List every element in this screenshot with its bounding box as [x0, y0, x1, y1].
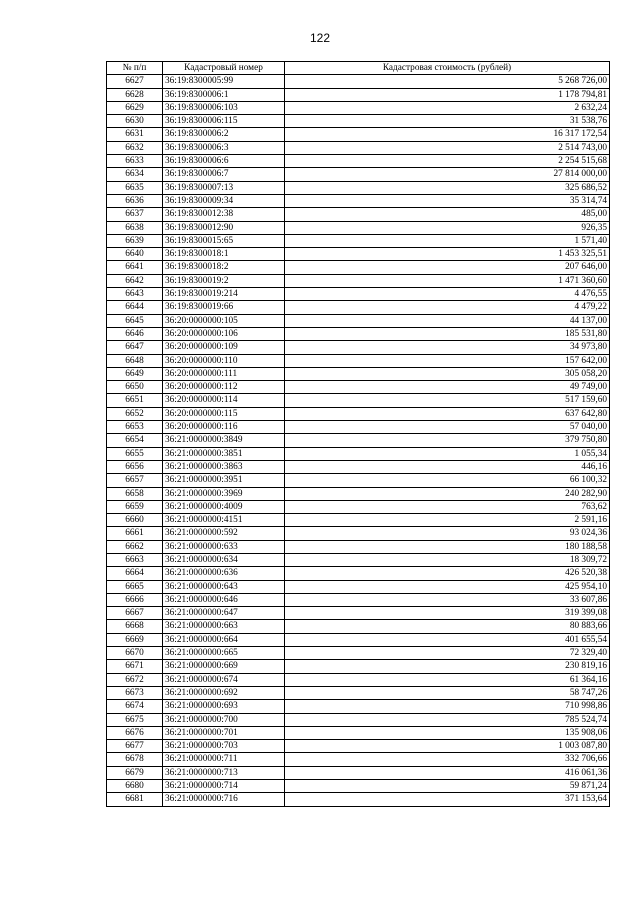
- page-number: 122: [309, 31, 331, 45]
- cadastral-value-cell: 185 531,80: [285, 327, 610, 340]
- cadastral-value-cell: 371 153,64: [285, 793, 610, 806]
- table-row: [107, 221, 610, 234]
- cadastral-number-cell: 36:21:0000000:592: [163, 527, 285, 540]
- table-row: [107, 487, 610, 500]
- cadastral-number-cell: 36:19:8300015:65: [163, 234, 285, 247]
- row-number-cell: 6631: [107, 128, 163, 141]
- table-row: [107, 500, 610, 513]
- table-row: [107, 766, 610, 779]
- cadastral-value-cell: 4 476,55: [285, 288, 610, 301]
- row-number-cell: 6667: [107, 607, 163, 620]
- table-row: [107, 447, 610, 460]
- table-row: [107, 460, 610, 473]
- cadastral-value-cell: 31 538,76: [285, 115, 610, 128]
- row-number-cell: 6656: [107, 460, 163, 473]
- cadastral-number-cell: 36:19:8300006:1: [163, 88, 285, 101]
- cadastral-number-cell: 36:21:0000000:4009: [163, 500, 285, 513]
- row-number-cell: 6638: [107, 221, 163, 234]
- table-row: [107, 660, 610, 673]
- row-number-cell: 6651: [107, 394, 163, 407]
- cadastral-value-cell: 5 268 726,00: [285, 75, 610, 88]
- cadastral-number-cell: 36:19:8300006:7: [163, 168, 285, 181]
- table-row: [107, 354, 610, 367]
- table-row: [107, 553, 610, 566]
- table-row: [107, 540, 610, 553]
- table-row: [107, 514, 610, 527]
- cadastral-number-cell: 36:19:8300005:99: [163, 75, 285, 88]
- cadastral-number-cell: 36:21:0000000:643: [163, 580, 285, 593]
- cadastral-value-cell: 2 591,16: [285, 514, 610, 527]
- cadastral-value-cell: 180 188,58: [285, 540, 610, 553]
- cadastral-value-cell: 637 642,80: [285, 407, 610, 420]
- row-number-cell: 6648: [107, 354, 163, 367]
- table-row: [107, 421, 610, 434]
- cadastral-value-cell: 325 686,52: [285, 181, 610, 194]
- cadastral-value-cell: 485,00: [285, 208, 610, 221]
- cadastral-value-table: [106, 61, 610, 807]
- cadastral-value-cell: 1 453 325,51: [285, 248, 610, 261]
- cadastral-value-cell: 785 524,74: [285, 713, 610, 726]
- header-cadastral-number: Кадастровый номер: [163, 62, 285, 75]
- table-row: [107, 288, 610, 301]
- table-row: [107, 181, 610, 194]
- row-number-cell: 6653: [107, 421, 163, 434]
- cadastral-number-cell: 36:21:0000000:701: [163, 726, 285, 739]
- row-number-cell: 6670: [107, 647, 163, 660]
- row-number-cell: 6675: [107, 713, 163, 726]
- header-row-number: № п/п: [107, 62, 163, 75]
- cadastral-number-cell: 36:20:0000000:106: [163, 327, 285, 340]
- cadastral-number-cell: 36:21:0000000:3851: [163, 447, 285, 460]
- cadastral-value-cell: 426 520,38: [285, 567, 610, 580]
- cadastral-number-cell: 36:20:0000000:111: [163, 367, 285, 380]
- cadastral-number-cell: 36:21:0000000:633: [163, 540, 285, 553]
- table-row: [107, 620, 610, 633]
- cadastral-value-cell: 57 040,00: [285, 421, 610, 434]
- cadastral-number-cell: 36:21:0000000:713: [163, 766, 285, 779]
- table-row: [107, 341, 610, 354]
- cadastral-value-cell: 332 706,66: [285, 753, 610, 766]
- table-row: [107, 474, 610, 487]
- table-row: [107, 115, 610, 128]
- cadastral-number-cell: 36:19:8300019:214: [163, 288, 285, 301]
- cadastral-value-cell: 157 642,00: [285, 354, 610, 367]
- table-row: [107, 700, 610, 713]
- row-number-cell: 6660: [107, 514, 163, 527]
- cadastral-number-cell: 36:21:0000000:700: [163, 713, 285, 726]
- table-row: [107, 434, 610, 447]
- row-number-cell: 6671: [107, 660, 163, 673]
- row-number-cell: 6655: [107, 447, 163, 460]
- cadastral-number-cell: 36:21:0000000:3849: [163, 434, 285, 447]
- cadastral-number-cell: 36:20:0000000:105: [163, 314, 285, 327]
- row-number-cell: 6666: [107, 593, 163, 606]
- table-row: [107, 367, 610, 380]
- cadastral-number-cell: 36:19:8300006:2: [163, 128, 285, 141]
- row-number-cell: 6674: [107, 700, 163, 713]
- row-number-cell: 6654: [107, 434, 163, 447]
- cadastral-value-cell: 27 814 000,00: [285, 168, 610, 181]
- cadastral-number-cell: 36:21:0000000:692: [163, 686, 285, 699]
- table-row: [107, 780, 610, 793]
- row-number-cell: 6642: [107, 274, 163, 287]
- cadastral-value-cell: 763,62: [285, 500, 610, 513]
- row-number-cell: 6681: [107, 793, 163, 806]
- row-number-cell: 6632: [107, 141, 163, 154]
- cadastral-number-cell: 36:21:0000000:3863: [163, 460, 285, 473]
- cadastral-number-cell: 36:21:0000000:3951: [163, 474, 285, 487]
- table-row: [107, 208, 610, 221]
- table-header-row: [107, 62, 610, 75]
- row-number-cell: 6629: [107, 101, 163, 114]
- cadastral-value-cell: 44 137,00: [285, 314, 610, 327]
- table-row: [107, 314, 610, 327]
- cadastral-number-cell: 36:19:8300019:2: [163, 274, 285, 287]
- row-number-cell: 6677: [107, 740, 163, 753]
- row-number-cell: 6630: [107, 115, 163, 128]
- cadastral-number-cell: 36:19:8300018:2: [163, 261, 285, 274]
- row-number-cell: 6663: [107, 553, 163, 566]
- cadastral-value-cell: 4 479,22: [285, 301, 610, 314]
- row-number-cell: 6658: [107, 487, 163, 500]
- cadastral-number-cell: 36:21:0000000:669: [163, 660, 285, 673]
- cadastral-value-cell: 93 024,36: [285, 527, 610, 540]
- row-number-cell: 6639: [107, 234, 163, 247]
- row-number-cell: 6680: [107, 780, 163, 793]
- cadastral-value-cell: 401 655,54: [285, 633, 610, 646]
- row-number-cell: 6662: [107, 540, 163, 553]
- cadastral-value-cell: 1 471 360,60: [285, 274, 610, 287]
- row-number-cell: 6679: [107, 766, 163, 779]
- cadastral-value-cell: 35 314,74: [285, 194, 610, 207]
- cadastral-value-cell: 1 055,34: [285, 447, 610, 460]
- row-number-cell: 6659: [107, 500, 163, 513]
- cadastral-value-cell: 207 646,00: [285, 261, 610, 274]
- cadastral-value-cell: 425 954,10: [285, 580, 610, 593]
- table-row: [107, 261, 610, 274]
- row-number-cell: 6640: [107, 248, 163, 261]
- row-number-cell: 6669: [107, 633, 163, 646]
- cadastral-value-cell: 72 329,40: [285, 647, 610, 660]
- cadastral-value-cell: 58 747,26: [285, 686, 610, 699]
- cadastral-value-cell: 49 749,00: [285, 381, 610, 394]
- cadastral-value-cell: 305 058,20: [285, 367, 610, 380]
- cadastral-number-cell: 36:19:8300019:66: [163, 301, 285, 314]
- cadastral-number-cell: 36:21:0000000:693: [163, 700, 285, 713]
- table-row: [107, 248, 610, 261]
- cadastral-number-cell: 36:21:0000000:703: [163, 740, 285, 753]
- cadastral-number-cell: 36:19:8300012:38: [163, 208, 285, 221]
- cadastral-value-cell: 319 399,08: [285, 607, 610, 620]
- table-row: [107, 633, 610, 646]
- cadastral-number-cell: 36:19:8300006:103: [163, 101, 285, 114]
- cadastral-value-cell: 230 819,16: [285, 660, 610, 673]
- cadastral-value-cell: 1 571,40: [285, 234, 610, 247]
- row-number-cell: 6635: [107, 181, 163, 194]
- row-number-cell: 6664: [107, 567, 163, 580]
- table-row: [107, 607, 610, 620]
- table-row: [107, 75, 610, 88]
- cadastral-value-cell: 59 871,24: [285, 780, 610, 793]
- table-row: [107, 527, 610, 540]
- row-number-cell: 6676: [107, 726, 163, 739]
- table-row: [107, 580, 610, 593]
- cadastral-number-cell: 36:20:0000000:109: [163, 341, 285, 354]
- cadastral-number-cell: 36:21:0000000:665: [163, 647, 285, 660]
- row-number-cell: 6647: [107, 341, 163, 354]
- row-number-cell: 6678: [107, 753, 163, 766]
- table-row: [107, 740, 610, 753]
- row-number-cell: 6637: [107, 208, 163, 221]
- table-row: [107, 141, 610, 154]
- cadastral-value-cell: 240 282,90: [285, 487, 610, 500]
- cadastral-number-cell: 36:20:0000000:116: [163, 421, 285, 434]
- cadastral-value-cell: 80 883,66: [285, 620, 610, 633]
- cadastral-value-cell: 34 973,80: [285, 341, 610, 354]
- cadastral-value-cell: 1 178 794,81: [285, 88, 610, 101]
- table-row: [107, 327, 610, 340]
- cadastral-value-cell: 379 750,80: [285, 434, 610, 447]
- cadastral-value-cell: 16 317 172,54: [285, 128, 610, 141]
- cadastral-value-cell: 710 998,86: [285, 700, 610, 713]
- cadastral-number-cell: 36:19:8300018:1: [163, 248, 285, 261]
- cadastral-number-cell: 36:19:8300009:34: [163, 194, 285, 207]
- cadastral-number-cell: 36:21:0000000:3969: [163, 487, 285, 500]
- cadastral-number-cell: 36:19:8300006:3: [163, 141, 285, 154]
- cadastral-number-cell: 36:21:0000000:647: [163, 607, 285, 620]
- cadastral-value-cell: 2 632,24: [285, 101, 610, 114]
- cadastral-number-cell: 36:21:0000000:663: [163, 620, 285, 633]
- table-row: [107, 128, 610, 141]
- table-body: [107, 75, 610, 806]
- cadastral-value-cell: 2 514 743,00: [285, 141, 610, 154]
- table-row: [107, 168, 610, 181]
- row-number-cell: 6668: [107, 620, 163, 633]
- table-row: [107, 301, 610, 314]
- table-row: [107, 647, 610, 660]
- header-cadastral-value: Кадастровая стоимость (рублей): [285, 62, 610, 75]
- row-number-cell: 6628: [107, 88, 163, 101]
- cadastral-number-cell: 36:21:0000000:636: [163, 567, 285, 580]
- table-row: [107, 407, 610, 420]
- table-row: [107, 726, 610, 739]
- cadastral-number-cell: 36:19:8300007:13: [163, 181, 285, 194]
- cadastral-value-cell: 135 908,06: [285, 726, 610, 739]
- row-number-cell: 6636: [107, 194, 163, 207]
- cadastral-number-cell: 36:19:8300006:115: [163, 115, 285, 128]
- table-row: [107, 88, 610, 101]
- row-number-cell: 6672: [107, 673, 163, 686]
- table-row: [107, 274, 610, 287]
- row-number-cell: 6665: [107, 580, 163, 593]
- cadastral-number-cell: 36:19:8300012:90: [163, 221, 285, 234]
- table-row: [107, 381, 610, 394]
- cadastral-value-cell: 66 100,32: [285, 474, 610, 487]
- row-number-cell: 6627: [107, 75, 163, 88]
- row-number-cell: 6633: [107, 155, 163, 168]
- table-row: [107, 793, 610, 806]
- table-row: [107, 194, 610, 207]
- cadastral-value-cell: 926,35: [285, 221, 610, 234]
- table-row: [107, 686, 610, 699]
- cadastral-value-cell: 33 607,86: [285, 593, 610, 606]
- cadastral-value-cell: 446,16: [285, 460, 610, 473]
- cadastral-number-cell: 36:21:0000000:716: [163, 793, 285, 806]
- table-row: [107, 673, 610, 686]
- row-number-cell: 6641: [107, 261, 163, 274]
- row-number-cell: 6645: [107, 314, 163, 327]
- table-row: [107, 155, 610, 168]
- cadastral-value-cell: 2 254 515,68: [285, 155, 610, 168]
- cadastral-value-cell: 416 061,36: [285, 766, 610, 779]
- table-row: [107, 394, 610, 407]
- row-number-cell: 6650: [107, 381, 163, 394]
- cadastral-number-cell: 36:19:8300006:6: [163, 155, 285, 168]
- cadastral-number-cell: 36:21:0000000:4151: [163, 514, 285, 527]
- table-row: [107, 101, 610, 114]
- cadastral-number-cell: 36:21:0000000:646: [163, 593, 285, 606]
- cadastral-value-cell: 61 364,16: [285, 673, 610, 686]
- table-row: [107, 753, 610, 766]
- row-number-cell: 6657: [107, 474, 163, 487]
- row-number-cell: 6661: [107, 527, 163, 540]
- row-number-cell: 6643: [107, 288, 163, 301]
- cadastral-number-cell: 36:21:0000000:634: [163, 553, 285, 566]
- cadastral-number-cell: 36:20:0000000:115: [163, 407, 285, 420]
- cadastral-number-cell: 36:21:0000000:664: [163, 633, 285, 646]
- cadastral-number-cell: 36:20:0000000:110: [163, 354, 285, 367]
- cadastral-number-cell: 36:20:0000000:112: [163, 381, 285, 394]
- table-row: [107, 567, 610, 580]
- cadastral-number-cell: 36:20:0000000:114: [163, 394, 285, 407]
- row-number-cell: 6644: [107, 301, 163, 314]
- row-number-cell: 6649: [107, 367, 163, 380]
- table-row: [107, 234, 610, 247]
- cadastral-value-cell: 517 159,60: [285, 394, 610, 407]
- row-number-cell: 6673: [107, 686, 163, 699]
- row-number-cell: 6652: [107, 407, 163, 420]
- table-row: [107, 593, 610, 606]
- cadastral-number-cell: 36:21:0000000:714: [163, 780, 285, 793]
- cadastral-number-cell: 36:21:0000000:674: [163, 673, 285, 686]
- cadastral-value-cell: 18 309,72: [285, 553, 610, 566]
- cadastral-value-cell: 1 003 087,80: [285, 740, 610, 753]
- cadastral-number-cell: 36:21:0000000:711: [163, 753, 285, 766]
- row-number-cell: 6634: [107, 168, 163, 181]
- row-number-cell: 6646: [107, 327, 163, 340]
- table-row: [107, 713, 610, 726]
